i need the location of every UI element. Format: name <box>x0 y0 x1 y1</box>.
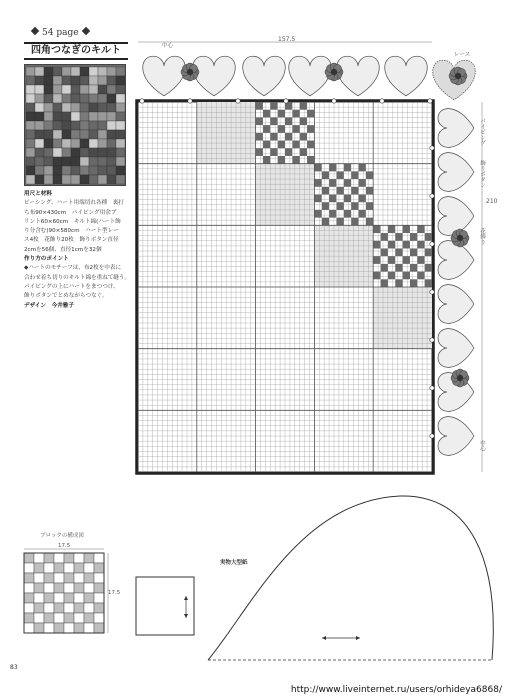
checker-square <box>373 225 380 233</box>
quilt-grid <box>137 42 483 474</box>
block-square <box>84 623 94 633</box>
checker-square <box>425 279 432 287</box>
checker-square <box>351 202 358 210</box>
block-square <box>84 563 94 573</box>
block-square <box>34 603 44 613</box>
block-square <box>84 573 94 583</box>
howto-heading: 作り方のポイント <box>24 256 69 263</box>
block-square <box>84 603 94 613</box>
flower-label: 花飾り <box>479 228 485 245</box>
block-square <box>54 573 64 583</box>
block-square <box>34 573 44 583</box>
checker-square <box>314 164 321 172</box>
heart-motif <box>438 197 474 236</box>
heart-motif <box>243 56 286 96</box>
checker-square <box>300 133 307 141</box>
block-square <box>44 573 54 583</box>
checker-square <box>425 248 432 256</box>
checker-square <box>270 133 277 141</box>
page-number: 83 <box>10 664 18 671</box>
piping-label: パイピング <box>479 118 485 146</box>
block-square <box>94 553 104 563</box>
checker-square <box>388 256 395 264</box>
button-dot <box>430 146 434 150</box>
block-square <box>54 603 64 613</box>
block-square <box>44 563 54 573</box>
heart-motif <box>438 417 474 456</box>
checker-square <box>256 117 263 125</box>
button-dot <box>380 99 384 103</box>
block-square <box>44 613 54 623</box>
block-square <box>74 603 84 613</box>
checker-square <box>300 102 307 110</box>
block-diagram <box>24 549 108 633</box>
block-square <box>74 563 84 573</box>
checker-square <box>329 179 336 187</box>
checker-square <box>329 210 336 218</box>
materials-line: ち布90×430cm パイピング用余プ <box>24 209 117 216</box>
block-square <box>94 563 104 573</box>
checker-square <box>270 117 277 125</box>
block-square <box>34 613 44 623</box>
block-square <box>64 553 74 563</box>
checker-square <box>300 148 307 156</box>
block-square <box>54 563 64 573</box>
checker-square <box>351 171 358 179</box>
heart-motif <box>438 285 474 324</box>
checker-square <box>403 241 410 249</box>
center-top-label: 中心 <box>162 43 174 49</box>
block-square <box>24 583 34 593</box>
button-dot <box>428 99 432 103</box>
block-height-label: 17.5 <box>108 590 121 596</box>
block-square <box>64 613 74 623</box>
checker-square <box>366 202 373 210</box>
checker-square <box>395 279 402 287</box>
button-dot <box>332 99 336 103</box>
checker-square <box>359 195 366 203</box>
checker-square <box>256 133 263 141</box>
button-dot <box>430 434 434 438</box>
checker-square <box>314 195 321 203</box>
block-square <box>74 593 84 603</box>
block-square <box>94 583 104 593</box>
checker-square <box>307 156 314 164</box>
flower-center <box>455 73 461 79</box>
checker-square <box>366 171 373 179</box>
button-dot <box>236 99 240 103</box>
heart-motif <box>438 241 474 280</box>
checker-square <box>373 256 380 264</box>
checker-square <box>410 264 417 272</box>
heart-motif <box>438 109 474 148</box>
block-width-label: 17.5 <box>58 543 71 549</box>
checker-square <box>388 272 395 280</box>
checker-square <box>278 141 285 149</box>
checker-square <box>351 187 358 195</box>
checker-square <box>292 156 299 164</box>
heart-motif <box>193 56 236 96</box>
designer-label: デザイン <box>24 302 46 309</box>
block-square <box>24 613 34 623</box>
heart-motif <box>289 56 332 96</box>
block-square <box>64 583 74 593</box>
checker-square <box>278 156 285 164</box>
howto-line: パイピングの上にハートをまつつけ、 <box>24 283 119 290</box>
checker-square <box>270 102 277 110</box>
checker-square <box>410 279 417 287</box>
height-dimension-label: 210 <box>486 198 498 205</box>
block-square <box>44 603 54 613</box>
block-square <box>94 613 104 623</box>
materials-line: 2cmを56個、直径1cmを32個 <box>24 246 102 253</box>
checker-square <box>344 179 351 187</box>
heart-motif <box>438 153 474 192</box>
checker-square <box>263 141 270 149</box>
checker-square <box>292 141 299 149</box>
block-square <box>24 623 34 633</box>
checker-square <box>278 110 285 118</box>
block-square <box>24 573 34 583</box>
materials-line: リント60×60cm キルト綿(ハート飾 <box>24 218 121 225</box>
block-square <box>94 603 104 613</box>
checker-square <box>263 110 270 118</box>
button-dot <box>140 99 144 103</box>
block-square <box>64 593 74 603</box>
block-square <box>44 583 54 593</box>
checker-square <box>373 272 380 280</box>
checker-square <box>417 272 424 280</box>
flower-center <box>331 69 337 75</box>
checker-square <box>359 164 366 172</box>
checker-square <box>344 164 351 172</box>
block-square <box>84 593 94 603</box>
checker-square <box>403 225 410 233</box>
block-square <box>54 553 64 563</box>
block-title: ブロックの構成図 <box>40 533 84 539</box>
width-dimension-label: 157.5 <box>278 36 296 43</box>
block-square <box>94 593 104 603</box>
checker-square <box>329 164 336 172</box>
checker-square <box>256 102 263 110</box>
flower-center <box>187 69 193 75</box>
checker-square <box>278 125 285 133</box>
block-square <box>94 573 104 583</box>
block-square <box>74 553 84 563</box>
checker-square <box>359 179 366 187</box>
checker-square <box>270 148 277 156</box>
block-square <box>64 623 74 633</box>
designer-name: 今井雅子 <box>51 302 74 309</box>
pattern-templates <box>136 496 493 660</box>
checker-square <box>336 218 343 226</box>
block-square <box>34 593 44 603</box>
block-square <box>24 593 34 603</box>
checker-square <box>307 141 314 149</box>
checker-square <box>292 125 299 133</box>
block-square <box>24 603 34 613</box>
checker-square <box>381 248 388 256</box>
checker-square <box>381 233 388 241</box>
flower-center <box>457 375 463 381</box>
checker-square <box>410 233 417 241</box>
checker-square <box>314 179 321 187</box>
square-template <box>136 577 194 635</box>
checker-square <box>366 218 373 226</box>
checker-square <box>359 210 366 218</box>
materials-line: り分含む)90×580cm ハート型レー <box>24 228 119 235</box>
checker-square <box>381 279 388 287</box>
checker-square <box>344 195 351 203</box>
checker-square <box>336 171 343 179</box>
button-dot <box>430 290 434 294</box>
checker-square <box>307 125 314 133</box>
heart-motif <box>143 56 186 96</box>
block-square <box>74 623 84 633</box>
footer-url: http://www.liveinternet.ru/users/orhideya6868/ <box>290 685 502 695</box>
howto-line: 合わせ着ち切りのキルト綿を重ねて縫う。 <box>24 274 131 281</box>
block-square <box>44 593 54 603</box>
checker-square <box>417 225 424 233</box>
checker-square <box>322 171 329 179</box>
howto-line: 飾りボタンでとめながらつなぐ。 <box>24 293 108 300</box>
block-square <box>74 583 84 593</box>
checker-square <box>417 256 424 264</box>
checker-square <box>285 133 292 141</box>
checker-square <box>336 202 343 210</box>
block-square <box>64 573 74 583</box>
checker-square <box>322 202 329 210</box>
checker-square <box>395 264 402 272</box>
block-square <box>24 553 34 563</box>
block-square <box>24 563 34 573</box>
block-square <box>44 623 54 633</box>
block-square <box>54 613 64 623</box>
materials-line: ス4枚 花飾り20枚 飾りボタン直径 <box>24 237 119 244</box>
checker-square <box>344 210 351 218</box>
block-square <box>34 553 44 563</box>
checker-square <box>381 264 388 272</box>
checker-square <box>395 248 402 256</box>
checker-square <box>403 272 410 280</box>
materials-line: ピーシング、ハート用端切れ各種 裏打 <box>24 200 124 207</box>
checker-square <box>373 241 380 249</box>
checker-square <box>388 241 395 249</box>
checker-square <box>322 218 329 226</box>
block-square <box>84 613 94 623</box>
block-square <box>74 573 84 583</box>
button-dot <box>188 99 192 103</box>
page-ref-text: 54 page <box>42 28 79 38</box>
pattern-label: 実物大型紙 <box>220 560 248 566</box>
block-square <box>74 613 84 623</box>
block-square <box>64 603 74 613</box>
heart-half-template <box>208 496 493 660</box>
checker-square <box>336 187 343 195</box>
checker-square <box>300 117 307 125</box>
checker-square <box>410 248 417 256</box>
lace-label: レース <box>454 52 471 58</box>
button-dot <box>430 242 434 246</box>
center-right-label: 中心 <box>479 440 485 451</box>
materials-heading: 用尺と材料 <box>24 191 52 197</box>
button-label: 飾りボタン <box>479 160 485 188</box>
button-dot <box>284 99 288 103</box>
flower-center <box>457 235 463 241</box>
checker-square <box>292 110 299 118</box>
checker-square <box>329 195 336 203</box>
checker-square <box>388 225 395 233</box>
checker-square <box>351 218 358 226</box>
block-square <box>54 593 64 603</box>
block-square <box>94 623 104 633</box>
button-dot <box>430 194 434 198</box>
block-square <box>64 563 74 573</box>
checker-square <box>307 110 314 118</box>
checker-square <box>285 117 292 125</box>
checker-square <box>263 156 270 164</box>
heart-motif <box>337 56 380 96</box>
quilt-title: 四角つなぎのキルト <box>24 42 128 60</box>
block-square <box>44 553 54 563</box>
block-square <box>34 623 44 633</box>
checker-square <box>256 148 263 156</box>
block-square <box>34 583 44 593</box>
checker-square <box>425 233 432 241</box>
checker-square <box>425 264 432 272</box>
checker-square <box>285 148 292 156</box>
button-dot <box>430 386 434 390</box>
block-square <box>84 583 94 593</box>
checker-square <box>366 187 373 195</box>
block-square <box>34 563 44 573</box>
heart-motif <box>438 329 474 368</box>
heart-motif <box>385 56 428 96</box>
checker-square <box>395 233 402 241</box>
howto-line: ◆ハートのモチーフは、布2枚を中表に <box>24 265 122 272</box>
block-square <box>54 583 64 593</box>
checker-square <box>403 256 410 264</box>
checker-square <box>417 241 424 249</box>
button-dot <box>430 338 434 342</box>
checker-square <box>322 187 329 195</box>
block-square <box>54 623 64 633</box>
checker-square <box>263 125 270 133</box>
block-square <box>84 553 94 563</box>
checker-square <box>314 210 321 218</box>
